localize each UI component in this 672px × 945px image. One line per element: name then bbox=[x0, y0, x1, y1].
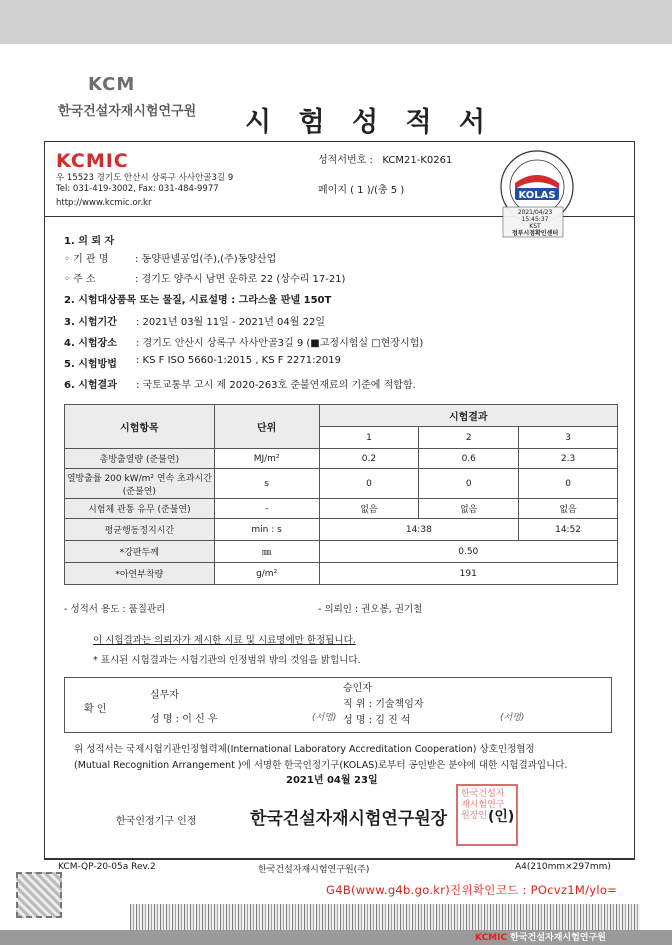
statement-line-2: (Mutual Recognition Arrangement )에 서명한 한국인정기구(KOLAS)로부터 공인받은 분야에 대한 시험결과입니다. bbox=[74, 760, 568, 771]
kcmic-brand: KCMIC bbox=[56, 150, 129, 172]
page-number: 페이지 ( 1 )/(총 5 ) bbox=[318, 185, 405, 196]
section-test-period-label: 3. 시험기간 bbox=[64, 317, 117, 328]
section-test-method-value: : KS F ISO 5660-1:2015 , KS F 2271:2019 bbox=[136, 355, 341, 366]
row-unit: s bbox=[214, 469, 319, 499]
footer-divider bbox=[44, 859, 635, 860]
issuer-url[interactable]: http://www.kcmic.or.kr bbox=[56, 198, 152, 208]
row-value: 191 bbox=[319, 563, 617, 585]
table-row bbox=[65, 541, 618, 563]
footer-org: 한국건설자재시험연구원(주) bbox=[258, 865, 370, 875]
col-unit-header: 단위 bbox=[214, 405, 319, 449]
staff-label: 실무자 bbox=[150, 690, 179, 701]
table-row bbox=[65, 563, 618, 585]
row-value: 14:38 bbox=[319, 519, 519, 541]
row-unit: ㎜ bbox=[214, 541, 319, 563]
row-value: 2.3 bbox=[519, 449, 618, 469]
col-result-header: 시험결과 bbox=[319, 405, 617, 427]
sub-col-3: 3 bbox=[519, 427, 618, 449]
kcm-top-logo bbox=[58, 68, 203, 128]
top-scan-bar bbox=[0, 0, 672, 44]
issue-date: 2021년 04월 23일 bbox=[286, 775, 378, 786]
kolas-accreditation-mark bbox=[485, 145, 593, 241]
star-note: * 표시된 시험결과는 시험기관의 인정범위 밖의 것임을 밝힙니다. bbox=[93, 655, 361, 666]
usage-note: - 성적서 용도 : 품질관리 bbox=[64, 604, 166, 615]
security-pattern bbox=[130, 904, 640, 930]
approver-title: 직 위 : 기술책임자 bbox=[343, 699, 424, 710]
row-unit: g/m² bbox=[214, 563, 319, 585]
seal-text: 한국건설자재시험연구원장인 bbox=[461, 789, 505, 821]
row-value: 0 bbox=[419, 469, 519, 499]
bottom-logo-brand: KCMIC bbox=[475, 933, 508, 943]
table-row bbox=[65, 499, 618, 519]
row-unit: min : s bbox=[214, 519, 319, 541]
document-title: 시 험 성 적 서 bbox=[245, 107, 495, 138]
accreditation-label: 한국인정기구 인정 bbox=[116, 816, 197, 827]
g4b-verification-code[interactable]: G4B(www.g4b.go.kr)진위확인코드 : POcvz1M/ylo= bbox=[326, 883, 618, 897]
row-value: 0.2 bbox=[319, 449, 419, 469]
row-item: 열방출률 200 kW/m² 연속 초과시간 (준불연) bbox=[65, 469, 215, 499]
row-value: 없음 bbox=[419, 499, 519, 519]
statement-line-1: 위 성적서는 국제시험기관인정협력체(International Laboratory Accreditation Cooperation) 상호인정협정 bbox=[74, 744, 535, 755]
row-unit: MJ/m² bbox=[214, 449, 319, 469]
stamp-org: 정부시점확인센터 bbox=[511, 230, 559, 237]
section-test-result-value: : 국토교통부 고시 제 2020-263호 준불연재료의 기준에 적합함. bbox=[136, 380, 416, 391]
bottom-logo-name: 한국건설자재시험연구원 bbox=[510, 933, 606, 943]
org-label: ◦ 기 관 명 bbox=[64, 254, 109, 265]
address-label: ◦ 주 소 bbox=[64, 274, 96, 285]
logo-name: 한국건설자재시험연구원 bbox=[58, 104, 197, 119]
col-item-header: 시험항목 bbox=[65, 405, 215, 449]
results-table bbox=[64, 404, 618, 585]
section-test-result-label: 6. 시험결과 bbox=[64, 380, 117, 391]
row-value: 0 bbox=[319, 469, 419, 499]
row-item: 시험체 관통 유무 (준불연) bbox=[65, 499, 215, 519]
bottom-logo bbox=[475, 930, 606, 943]
row-value: 0 bbox=[519, 469, 618, 499]
approver-signature: (서명) bbox=[500, 713, 525, 723]
section-test-place-value: : 경기도 안산시 상록구 사사안골3길 9 (■고정시험실 □현장시험) bbox=[136, 338, 424, 349]
staff-signature: (서명) bbox=[312, 713, 337, 723]
issuer-tel-fax: Tel: 031-419-3002, Fax: 031-484-9977 bbox=[56, 184, 219, 194]
section-requester: 1. 의 뢰 자 bbox=[64, 236, 115, 247]
sub-col-1: 1 bbox=[319, 427, 419, 449]
row-value: 14:52 bbox=[519, 519, 618, 541]
certificate-number-label: 성적서번호 : bbox=[318, 155, 373, 166]
row-item: 총방출열량 (준불연) bbox=[65, 449, 215, 469]
row-item: *강판두께 bbox=[65, 541, 215, 563]
signature-box bbox=[64, 677, 612, 733]
logo-mark: KCM bbox=[88, 74, 136, 95]
row-value: 0.50 bbox=[319, 541, 617, 563]
stamp-timezone: KST bbox=[529, 223, 541, 230]
row-value: 0.6 bbox=[419, 449, 519, 469]
time-stamp bbox=[507, 209, 563, 237]
limitation-note: 이 시험결과는 의뢰자가 제시한 시료 및 시료명에만 한정됩니다. bbox=[93, 635, 356, 646]
staff-name: 성 명 : 이 신 우 bbox=[150, 714, 218, 725]
certificate-number-value: KCM21-K0261 bbox=[382, 155, 453, 166]
approver-label: 승인자 bbox=[343, 683, 372, 694]
stamp-date: 2021/04/23 bbox=[517, 209, 553, 216]
address-value: : 경기도 양주시 남면 운하로 22 (상수리 17-21) bbox=[135, 274, 346, 285]
section-test-method-label: 5. 시험방법 bbox=[64, 359, 117, 370]
certificate-number bbox=[318, 151, 452, 166]
issuer-name: 한국건설자재시험연구원장 bbox=[250, 809, 448, 829]
org-value: : 동양판넬공업(주),(주)동양산업 bbox=[135, 254, 277, 265]
confirm-label: 확 인 bbox=[84, 704, 107, 715]
paper-size: A4(210mm×297mm) bbox=[515, 862, 611, 872]
issuer-address: 우 15523 경기도 안산시 상록구 사사안골3길 9 bbox=[56, 173, 234, 183]
seal-suffix: (인) bbox=[488, 809, 515, 825]
row-item: 평균행동정지시간 bbox=[65, 519, 215, 541]
section-test-place-label: 4. 시험장소 bbox=[64, 338, 117, 349]
table-row bbox=[65, 449, 618, 469]
form-number: KCM-QP-20-05a Rev.2 bbox=[58, 862, 156, 872]
table-row bbox=[65, 469, 618, 499]
approver-name: 성 명 : 김 진 석 bbox=[343, 715, 411, 726]
stamp-time: 15:45:37 bbox=[521, 216, 549, 223]
row-unit: - bbox=[214, 499, 319, 519]
qr-code-icon[interactable] bbox=[16, 872, 62, 918]
row-value: 없음 bbox=[319, 499, 419, 519]
section-test-item: 2. 시험대상품목 또는 물질, 시료설명 : 그라스울 판넬 150T bbox=[64, 295, 332, 306]
sub-col-2: 2 bbox=[419, 427, 519, 449]
kolas-badge-text: KOLAS bbox=[518, 190, 556, 201]
table-row bbox=[65, 519, 618, 541]
row-item: *아연부착량 bbox=[65, 563, 215, 585]
requester-note: - 의뢰인 : 권오봉, 권기철 bbox=[318, 604, 423, 615]
section-test-period-value: : 2021년 03월 11일 - 2021년 04월 22일 bbox=[136, 317, 325, 328]
row-value: 없음 bbox=[519, 499, 618, 519]
